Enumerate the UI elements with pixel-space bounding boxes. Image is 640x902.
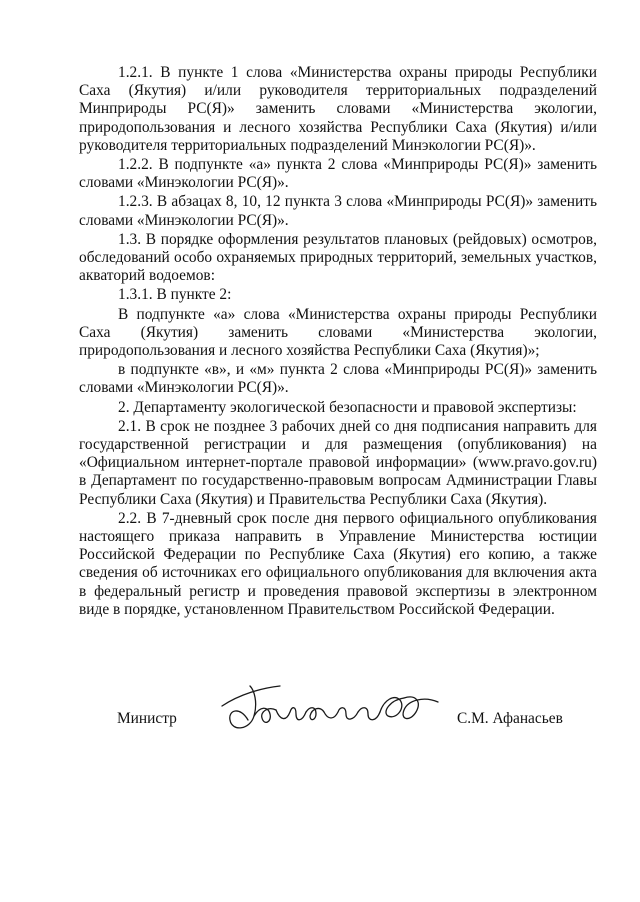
paragraph-2-1: 2.1. В срок не позднее 3 рабочих дней со дня подписания направить для государственной регистрации и для размещения (опубликования) на «Официальном интернет-портале правовой информации» (www.pravo.gov.ru) в Департамент по государственно-правовым вопросам Администрации Главы Республики Саха (Якутия) и Правительства Республики Саха (Якутия). [79,417,597,508]
paragraph-1-3-1: 1.3.1. В пункте 2: [118,286,232,304]
paragraph-2: 2. Департаменту экологической безопасности и правовой экспертизы: [118,398,577,416]
paragraph-subpoint-a: В подпункте «а» слова «Министерства охраны природы Республики Саха (Якутия) заменить словами «Министерства экологии, природопользования и лесного хозяйства Республики Саха (Якутия)»; [79,305,597,360]
handwritten-signature [210,676,450,746]
paragraph-1-3: 1.3. В порядке оформления результатов плановых (рейдовых) осмотров, обследований особо охраняемых природных территорий, земельных участков, акваторий водоемов: [79,230,597,285]
paragraph-2-2: 2.2. В 7-дневный срок после дня первого официального опубликования настоящего приказа направить в Управление Министерства юстиции Российской Федерации по Республике Саха (Якутия) его копию, а также сведения об источниках его официального опубликования для включения акта в федеральный регистр и проведения правовой экспертизы в электронном виде в порядке, установленном Правительством Российской Федерации. [79,509,597,618]
signature-block [0,706,640,746]
signatory-name: С.М. Афанасьев [457,710,563,727]
paragraph-subpoint-v-m: в подпункте «в», и «м» пункта 2 слова «Минприроды РС(Я)» заменить словами «Минэкологии РС(Я)». [79,361,597,397]
paragraph-1-2-1: 1.2.1. В пункте 1 слова «Министерства охраны природы Республики Саха (Якутия) и/или руководителя территориальных подразделений Минприроды РС(Я)» заменить словами «Министерства экологии, природопользования и лесного хозяйства Республики Саха (Якутия) и/или руководителя территориальных подразделений Минэкологии РС(Я)». [79,64,597,154]
paragraph-1-2-2: 1.2.2. В подпункте «а» пункта 2 слова «Минприроды РС(Я)» заменить словами «Минэкологии РС(Я)». [79,156,597,192]
signatory-title: Министр [117,710,177,727]
paragraph-1-2-3: 1.2.3. В абзацах 8, 10, 12 пункта 3 слова «Минприроды РС(Я)» заменить словами «Минэкологии РС(Я)». [79,193,597,229]
document-body [79,64,597,619]
